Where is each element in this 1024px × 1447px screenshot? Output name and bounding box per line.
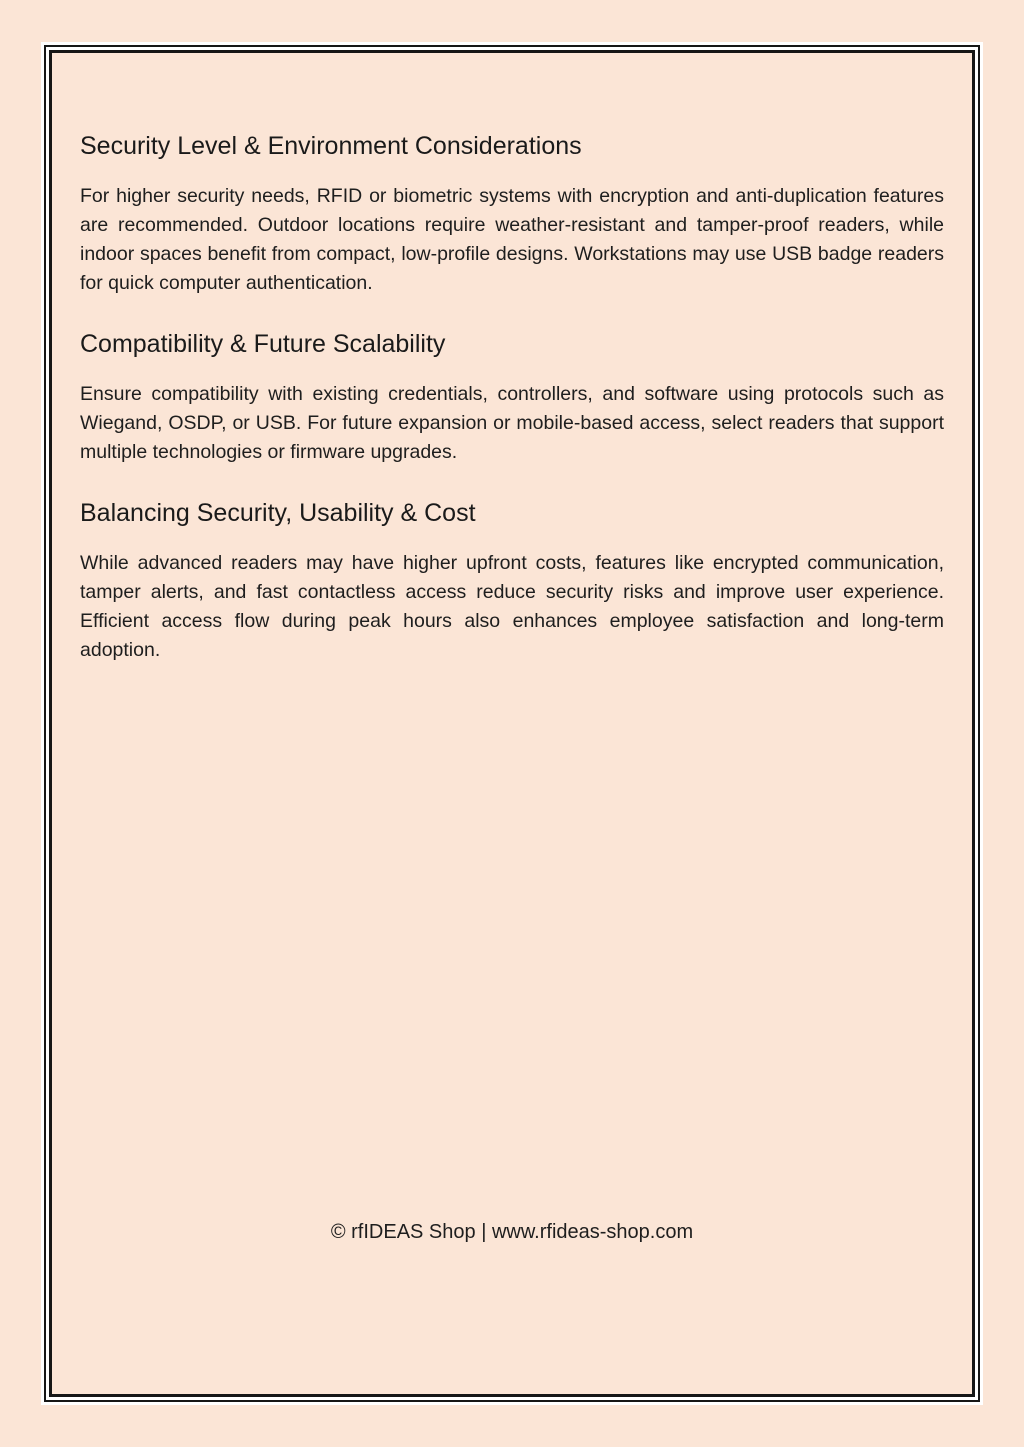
section-balancing <box>80 498 944 665</box>
section-heading-balancing: Balancing Security, Usability & Cost <box>80 499 476 527</box>
page-border-frame <box>44 45 980 1402</box>
section-body-security-level: For higher security needs, RFID or biometric systems with encryption and anti-duplication features are recommended. Outdoor locations require weather-resistant and tamper-proof readers, while indoor spaces benefit from compact, low-profile designs. Workstations may use USB badge readers for quick computer authentication. <box>80 185 944 294</box>
section-body-balancing: While advanced readers may have higher upfront costs, features like encrypted communication, tamper alerts, and fast contactless access reduce security risks and improve user experience. Efficient access flow during peak hours also enhances employee satisfaction and long-term adoption. <box>80 552 944 661</box>
section-heading-compatibility: Compatibility & Future Scalability <box>80 330 446 358</box>
section-compatibility <box>80 329 944 467</box>
page-border-frame-inner <box>49 50 975 1397</box>
footer-copyright: © rfIDEAS Shop | www.rfideas-shop.com <box>330 1221 694 1243</box>
section-heading-security-level: Security Level & Environment Considerations <box>80 132 582 160</box>
document-content <box>52 53 972 665</box>
section-body-compatibility: Ensure compatibility with existing credentials, controllers, and software using protocols such as Wiegand, OSDP, or USB. For future expansion or mobile-based access, select readers that support multiple technologies or firmware upgrades. <box>80 383 944 463</box>
section-security-level <box>80 131 944 298</box>
